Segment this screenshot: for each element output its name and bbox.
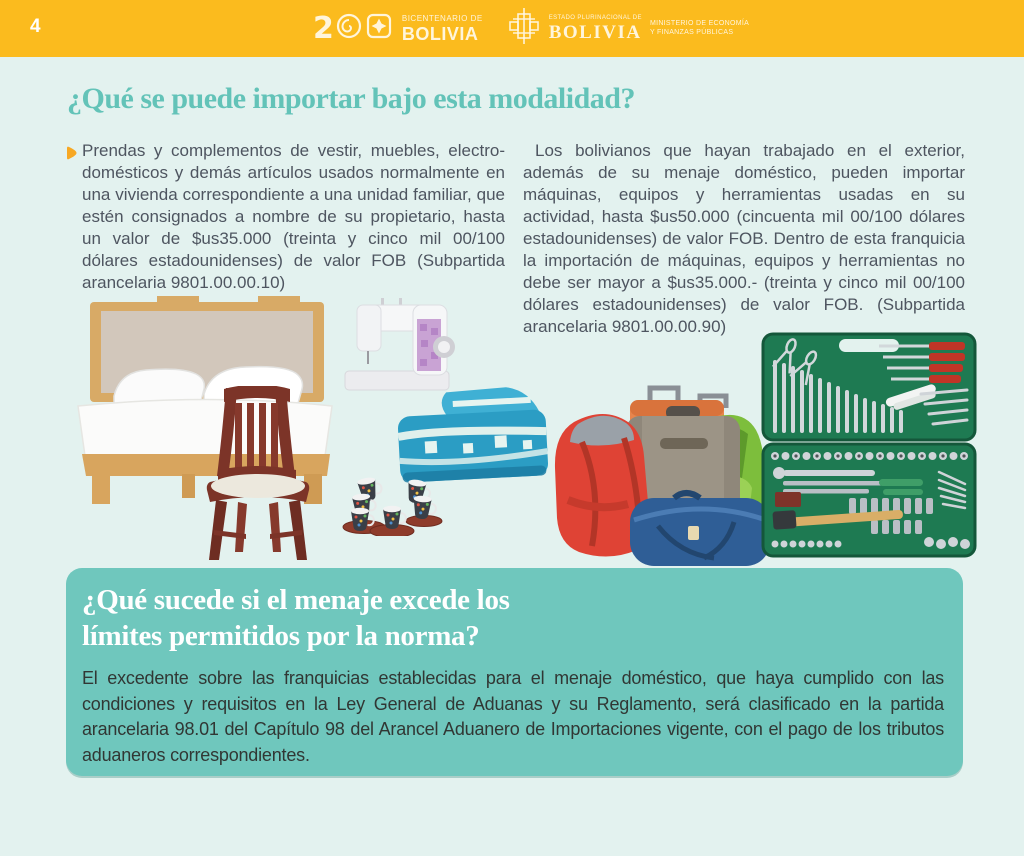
- toolkit-image: [761, 332, 977, 560]
- ministry-logo: [507, 6, 749, 51]
- coat-of-arms-icon: [507, 6, 541, 51]
- header-logos: [313, 0, 749, 57]
- left-paragraph: Prendas y complementos de vestir, muebles, electro-domésticos y demás artículos usados normalmente en una vivienda correspondiente a una unidad familiar, que estén consignados a nombre de su propietario, hasta un valor de $us35.000 (treinta y cinco mil 00/100 dólares estadounidenses) de valor FOB (Subpartida arancelaria 9801.00.00.10): [82, 141, 505, 292]
- bicentenario-2-glyph: 2: [313, 10, 332, 46]
- info-box-title: ¿Qué sucede si el menaje excede los límites permitidos por la norma?: [82, 584, 510, 652]
- spiral-zero-icon: [336, 13, 362, 44]
- luggage-image: [538, 380, 770, 570]
- ministry-name-line1: MINISTERIO DE ECONOMÍA: [649, 19, 750, 27]
- chakana-zero-icon: [366, 13, 392, 44]
- bicentenario-logo: [313, 10, 483, 46]
- right-paragraph: Los bolivianos que hayan trabajado en el exterior, además de su menaje doméstico, pueden importar máquinas, equipos y herramientas usadas en su actividad, hasta $us50.000 (cincuenta mil 00/100 dólares estadounidenses) de valor FOB. Dentro de esta franquicia la importación de máquinas, equipos y herramientas no debe ser mayor a $us35.000.- (treinta y cinco mil 00/100 dólares estadounidenses) de valor FOB. (Subpartida arancelaria 9801.00.00.90): [523, 141, 965, 336]
- top-header-bar: [0, 0, 1024, 57]
- bullet-arrow-icon: [67, 144, 77, 158]
- left-column: [67, 140, 505, 294]
- right-column: [523, 140, 965, 338]
- ministry-country-label: BOLIVIA: [548, 22, 642, 43]
- ministry-state-label: ESTADO PLURINACIONAL DE: [548, 15, 642, 21]
- page-number: 4: [30, 16, 41, 37]
- bicentenario-label-small: BICENTENARIO DE: [401, 13, 483, 23]
- bicentenario-label-big: BOLIVIA: [401, 23, 479, 44]
- info-box: [66, 568, 963, 776]
- ministry-name-line2: Y FINANZAS PÚBLICAS: [649, 28, 734, 36]
- coffee-cups-image: [336, 441, 446, 536]
- info-box-body: El excedente sobre las franquicias establecidas para el menaje doméstico, que haya cumplido con las condiciones y requisitos en la Ley General de Aduanas y su Reglamento, será clasificado en la partida arancelaria 98.01 del Capítulo 98 del Arancel Aduanero de Importaciones vigente, con el pago de los tributos aduaneros correspondientes.: [82, 668, 944, 765]
- page-title: ¿Qué se puede importar bajo esta modalidad?: [67, 82, 635, 115]
- chair-image: [198, 386, 318, 564]
